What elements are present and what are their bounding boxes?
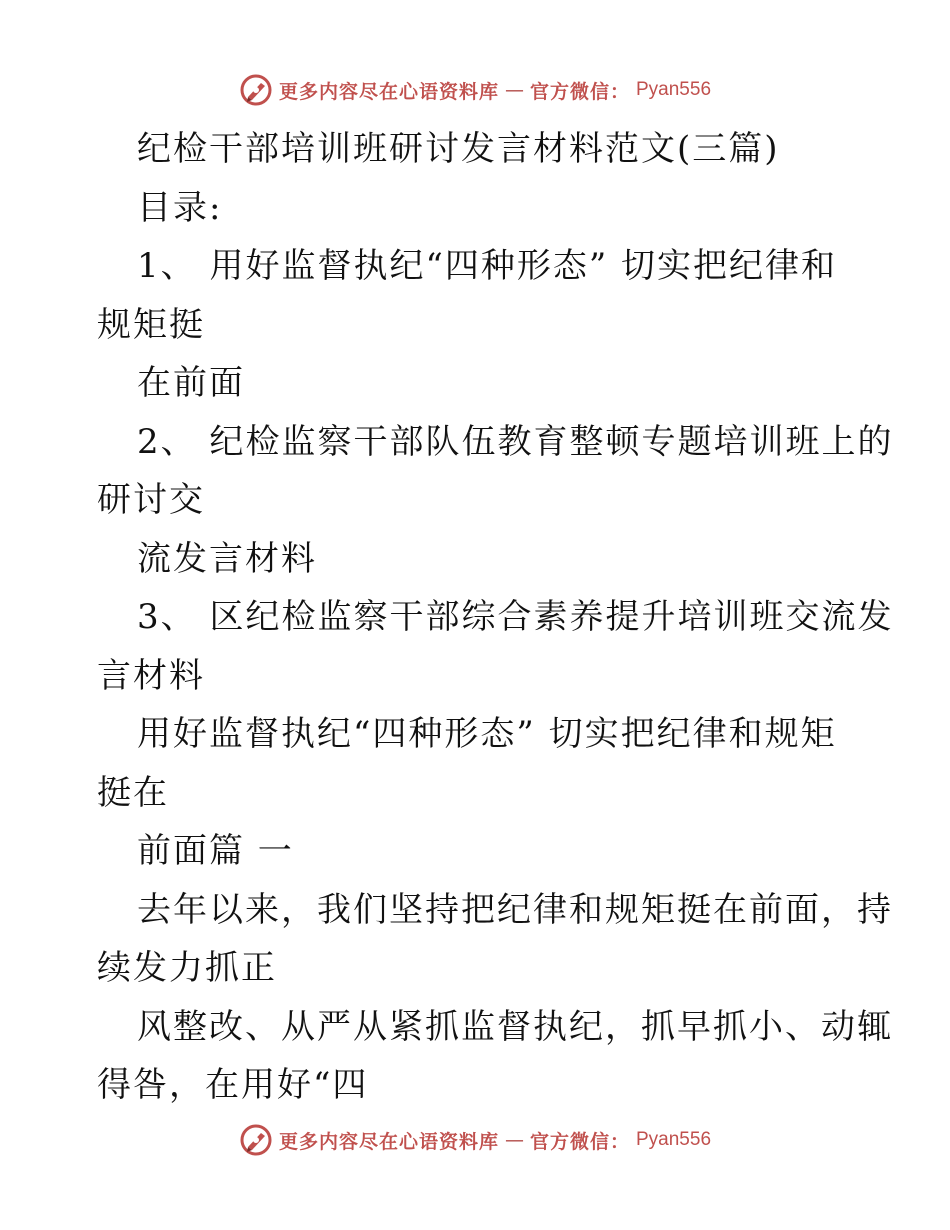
paragraph-line: 得咎，在用好“四 xyxy=(97,1065,369,1105)
pen-logo-icon xyxy=(239,73,273,107)
footer-watermark-banner xyxy=(0,1120,950,1160)
toc-item-1: 1、 用好监督执纪“四种形态” 切实把纪律和 xyxy=(137,246,838,286)
watermark-handle: Pyan556 xyxy=(636,79,712,100)
toc-item-2: 2、 纪检监察干部队伍教育整顿专题培训班上的 xyxy=(137,421,894,462)
document-body xyxy=(97,120,894,1115)
watermark-text: 更多内容尽在心语资料库 xyxy=(278,1130,499,1153)
paragraph-line: 风整改、从严从紧抓监督执纪，抓早抓小、动辄 xyxy=(137,1006,893,1047)
watermark-label: 官方微信： xyxy=(529,80,630,103)
paragraph-line: 去年以来，我们坚持把纪律和规矩挺在前面，持 xyxy=(137,889,893,930)
watermark-content xyxy=(239,1123,711,1157)
watermark-separator: — xyxy=(504,79,524,101)
watermark-separator: — xyxy=(504,1129,524,1151)
toc-item-2-cont: 研讨交 xyxy=(97,480,205,520)
section-title-cont: 挺在 xyxy=(97,772,169,813)
watermark-content xyxy=(239,73,711,107)
watermark-handle: Pyan556 xyxy=(636,1129,712,1150)
toc-heading: 目录: xyxy=(137,187,223,228)
paragraph-line: 续发力抓正 xyxy=(97,948,277,988)
watermark-text: 更多内容尽在心语资料库 xyxy=(278,80,499,103)
toc-item-2-cont2: 流发言材料 xyxy=(137,538,317,579)
document-title: 纪检干部培训班研讨发言材料范文(三篇) xyxy=(137,129,780,169)
toc-item-3: 3、 区纪检监察干部综合素养提升培训班交流发 xyxy=(137,597,894,637)
toc-item-1-cont: 规矩挺 xyxy=(97,304,205,345)
watermark-label: 官方微信： xyxy=(529,1130,630,1153)
header-watermark-banner xyxy=(0,70,950,110)
toc-item-3-cont: 言材料 xyxy=(97,655,205,696)
section-title-cont2: 前面篇 一 xyxy=(137,831,294,871)
pen-logo-icon xyxy=(239,1123,273,1157)
section-title: 用好监督执纪“四种形态” 切实把纪律和规矩 xyxy=(137,714,837,754)
toc-item-1-cont2: 在前面 xyxy=(137,363,245,403)
